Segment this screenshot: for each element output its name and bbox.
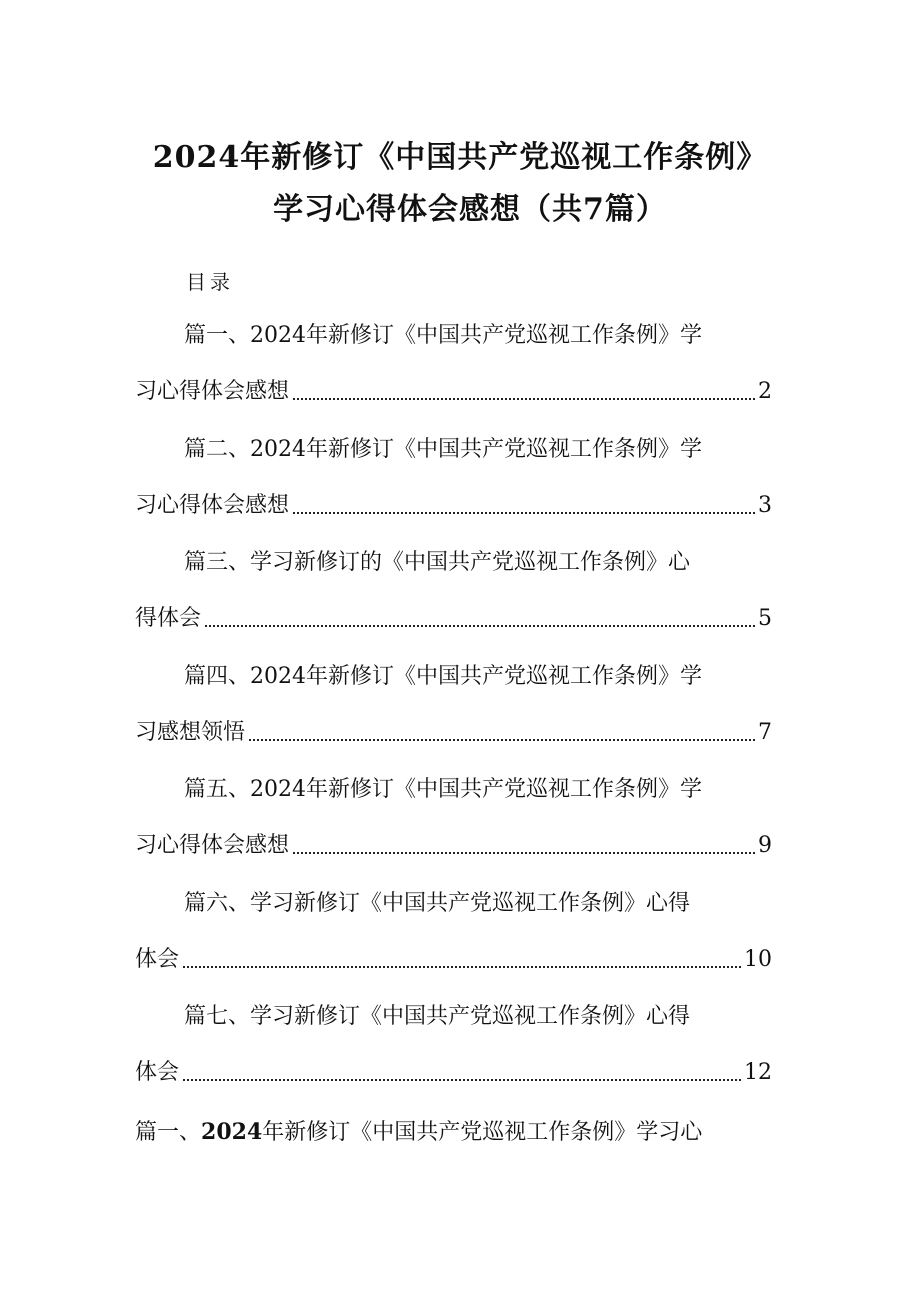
- dot-leader: [293, 852, 755, 854]
- toc-entry-3-line-1[interactable]: 篇三、学习新修订的《中国共产党巡视工作条例》心: [184, 550, 691, 575]
- toc-entry-text: 习感想领悟: [135, 720, 246, 745]
- toc-entry-text: 体会: [135, 947, 180, 972]
- toc-entry-2-line-2[interactable]: [135, 491, 772, 521]
- dot-leader: [183, 966, 741, 968]
- toc-entry-6-line-2[interactable]: [135, 945, 772, 975]
- toc-entry-5-line-2[interactable]: [135, 831, 772, 861]
- toc-entry-6-line-1[interactable]: 篇六、学习新修订《中国共产党巡视工作条例》心得: [184, 891, 691, 916]
- toc-entry-text: 得体会: [135, 606, 202, 631]
- toc-entry-5-line-1[interactable]: 篇五、2024年新修订《中国共产党巡视工作条例》学: [184, 777, 702, 802]
- toc-entry-1-line-2[interactable]: [135, 377, 772, 407]
- toc-entry-7-line-1[interactable]: 篇七、学习新修订《中国共产党巡视工作条例》心得: [184, 1004, 691, 1029]
- toc-entry-1-line-1[interactable]: 篇一、2024年新修订《中国共产党巡视工作条例》学: [184, 323, 702, 348]
- section-prefix: 篇一、: [135, 1120, 202, 1145]
- dot-leader: [249, 739, 755, 741]
- section-year: 2024: [201, 1119, 263, 1145]
- dot-leader: [183, 1079, 741, 1081]
- toc-page-number: 2: [758, 379, 772, 404]
- toc-page-number: 7: [758, 720, 772, 745]
- dot-leader: [293, 398, 755, 400]
- section-title-rest: 年新修订《中国共产党巡视工作条例》学习心: [262, 1120, 703, 1145]
- toc-entry-text: 习心得体会感想: [135, 493, 290, 518]
- toc-page-number: 5: [758, 606, 772, 631]
- toc-entry-4-line-1[interactable]: 篇四、2024年新修订《中国共产党巡视工作条例》学: [184, 664, 702, 689]
- document-title-line-2: 学习心得体会感想（共7篇）: [273, 192, 667, 227]
- section-heading: [135, 1117, 702, 1148]
- toc-entry-7-line-2[interactable]: [135, 1058, 772, 1088]
- dot-leader: [205, 625, 755, 627]
- toc-entry-text: 体会: [135, 1060, 180, 1085]
- toc-page-number: 3: [758, 493, 772, 518]
- dot-leader: [293, 512, 755, 514]
- toc-entry-text: 习心得体会感想: [135, 379, 290, 404]
- toc-entry-2-line-1[interactable]: 篇二、2024年新修订《中国共产党巡视工作条例》学: [184, 437, 702, 462]
- document-title-line-1: 2024年新修订《中国共产党巡视工作条例》: [152, 140, 768, 175]
- toc-heading: 目录: [186, 270, 234, 294]
- toc-page-number: 12: [744, 1060, 772, 1085]
- toc-page-number: 9: [758, 833, 772, 858]
- toc-entry-4-line-2[interactable]: [135, 718, 772, 748]
- toc-entry-3-line-2[interactable]: [135, 604, 772, 634]
- toc-entry-text: 习心得体会感想: [135, 833, 290, 858]
- toc-page-number: 10: [744, 947, 772, 972]
